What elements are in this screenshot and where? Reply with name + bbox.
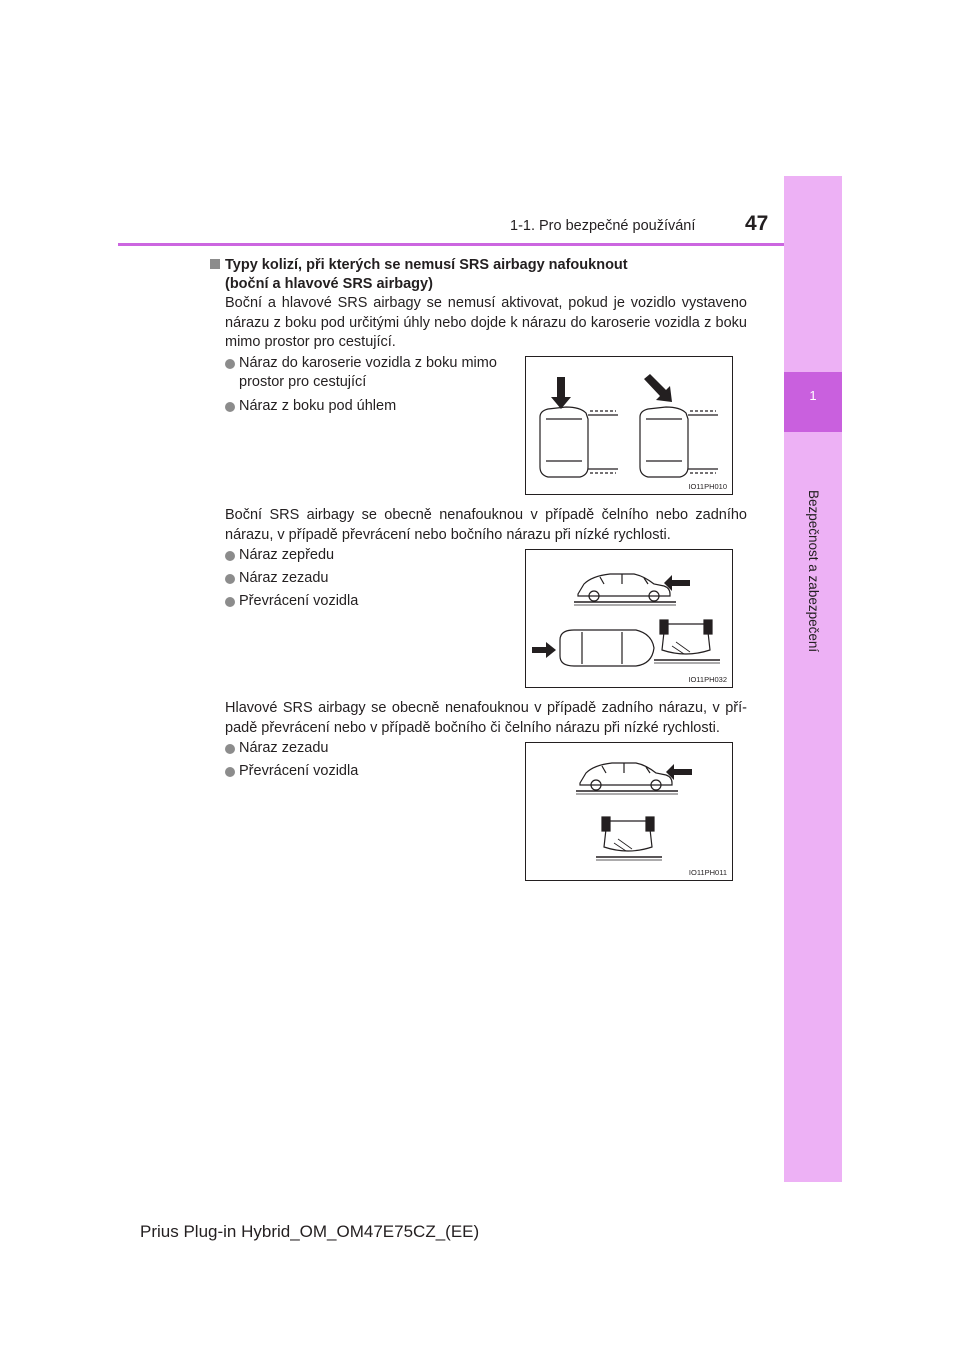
front-rear-rollover-diagram xyxy=(526,550,732,687)
car-side-view-icon xyxy=(578,574,670,601)
bullet-dot-icon xyxy=(225,359,235,369)
section-heading xyxy=(210,256,628,294)
impact-arrow-icon xyxy=(532,642,556,658)
bullet-dot-icon xyxy=(225,744,235,754)
impact-arrow-icon xyxy=(551,377,571,409)
text-line: Hlavové SRS airbagy se obecně nenafouknou v případě zadního nárazu, v pří- xyxy=(225,700,747,716)
paragraph-curtain-airbags xyxy=(225,699,747,738)
section-heading-line2: (boční a hlavové SRS airbagy) xyxy=(225,276,433,292)
car-side-view-icon xyxy=(580,763,672,790)
bullet-text: Náraz z boku pod úhlem xyxy=(239,398,397,414)
illustration-rear-rollover xyxy=(525,742,733,881)
illustration-code: IO11PH011 xyxy=(688,868,727,877)
rear-rollover-diagram xyxy=(526,743,732,880)
intro-paragraph xyxy=(225,294,747,353)
impact-arrow-icon xyxy=(644,374,672,402)
bullet-dot-icon xyxy=(225,597,235,607)
text-line: mimo prostor pro cestující. xyxy=(225,334,396,350)
car-top-view-icon xyxy=(540,407,618,477)
bullet-text: Náraz do karoserie vozidla z boku mimo prostor pro cestující xyxy=(239,355,497,390)
illustration-front-rear-rollover xyxy=(525,549,733,688)
text-line: Boční SRS airbagy se obecně nenafouknou v případě čelního nebo zadního xyxy=(225,507,747,523)
bullet-text: Náraz zepředu xyxy=(239,547,335,563)
text-line: Boční a hlavové SRS airbagy se nemusí aktivovat, pokud je vozidlo vystaveno xyxy=(225,295,747,311)
bullet-dot-icon xyxy=(225,402,235,412)
bullet-text: Náraz zezadu xyxy=(239,740,329,756)
list-item xyxy=(225,546,515,565)
text-line: nárazu z boku pod určitými úhly nebo dojde k nárazu do karoserie vozidla z boku xyxy=(225,314,747,331)
illustration-side-impact xyxy=(525,356,733,495)
bullet-dot-icon xyxy=(225,767,235,777)
list-item xyxy=(225,762,515,781)
section-heading-line1: Typy kolizí, při kterých se nemusí SRS airbagy nafouknout xyxy=(225,257,628,273)
side-impact-diagram xyxy=(526,357,732,494)
square-bullet-icon xyxy=(210,259,220,269)
page-number: 47 xyxy=(745,212,769,235)
bullet-list-2 xyxy=(225,546,515,611)
bullet-text: Převrácení vozidla xyxy=(239,593,359,609)
illustration-code: IO11PH010 xyxy=(688,482,727,491)
bullet-text: Náraz zezadu xyxy=(239,570,329,586)
bullet-dot-icon xyxy=(225,574,235,584)
list-item xyxy=(225,569,515,588)
bullet-list-1 xyxy=(225,354,525,416)
illustration-code: IO11PH032 xyxy=(688,675,727,684)
bullet-dot-icon xyxy=(225,551,235,561)
footer-document-id: Prius Plug-in Hybrid_OM_OM47E75CZ_(EE) xyxy=(140,1222,480,1241)
overturned-car-icon xyxy=(660,620,712,654)
overturned-car-icon xyxy=(602,817,654,851)
chapter-number: 1 xyxy=(809,388,817,403)
list-item xyxy=(225,739,515,758)
bullet-list-3 xyxy=(225,739,515,781)
list-item xyxy=(225,397,525,416)
chapter-side-tab xyxy=(784,176,842,1182)
header-section-title: 1-1. Pro bezpečné používání xyxy=(510,218,696,234)
text-line: nárazu, v případě převrácení nebo bočního nárazu při nízké rychlosti. xyxy=(225,526,671,543)
car-top-view-icon xyxy=(560,630,654,666)
list-item xyxy=(225,592,515,611)
paragraph-side-airbags xyxy=(225,506,747,545)
list-item xyxy=(225,354,525,392)
bullet-text: Převrácení vozidla xyxy=(239,763,359,779)
chapter-title: Bezpečnost a zabezpečení xyxy=(806,490,821,653)
header-rule xyxy=(118,243,841,246)
car-top-view-icon xyxy=(640,407,718,477)
text-line: padě převrácení nebo v případě bočního či čelního nárazu při nízké rychlosti. xyxy=(225,719,720,736)
